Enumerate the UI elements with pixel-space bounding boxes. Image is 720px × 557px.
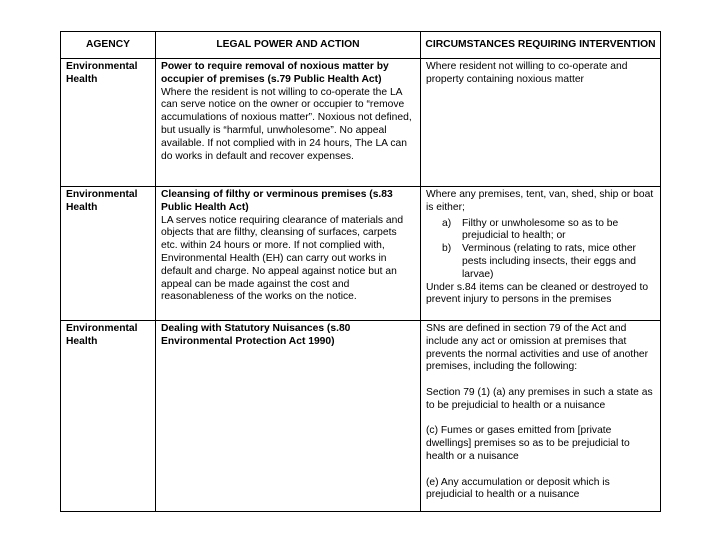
circumstances-text: Where resident not willing to co-operate and property containing noxious matter [426,61,628,85]
circumstances-cell [421,321,661,512]
list-marker: b) [442,243,452,255]
legal-body: LA serves notice requiring clearance of materials and objects that are filthy, cleansing of surfaces, carpets etc. within 24 hours or more. If not complied with, Environmental Health (EH) can carry out works in default and charge. No appeal against notice but an appeal can be made against the cost and reasonableness of the works on the notice. [161,214,404,303]
agency-cell [61,59,156,187]
circumstances-cell [421,187,661,321]
table-row [61,187,661,321]
legal-title: Dealing with Statutory Nuisances (s.80 Environmental Protection Act 1990) [161,323,351,347]
list-item [426,243,655,281]
legal-title: Power to require removal of noxious matter by occupier of premises (s.79 Public Health Act) [161,61,389,85]
circumstances-outro: Under s.84 items can be cleaned or destroyed to prevent injury to persons in the premises [426,281,649,306]
circumstances-paragraph: (e) Any accumulation or deposit which is prejudicial to health or a nuisance [426,476,610,501]
list-item [426,218,655,244]
list-item-text: Verminous (relating to rats, mice other pests including insects, their eggs and larvae) [462,243,637,280]
agency-label: Environmental Health [66,323,138,347]
legal-cell [156,321,421,512]
interventions-table [60,31,661,512]
circumstances-paragraph: (c) Fumes or gases emitted from [private dwellings] premises so as to be prejudicial to health or a nuisance [426,425,630,462]
list-item-text: Filthy or unwholesome so as to be prejudicial to health; or [462,217,619,242]
circumstances-intro: Where any premises, tent, van, shed, ship or boat is either; [426,189,654,213]
agency-label: Environmental Health [66,61,138,85]
legal-cell [156,59,421,187]
legal-title: Cleansing of filthy or verminous premises (s.83 Public Health Act) [161,189,393,213]
header-row [61,32,661,59]
agency-label: Environmental Health [66,189,138,213]
agency-cell [61,321,156,512]
legal-body: Where the resident is not willing to co-operate the LA can serve notice on the owner or occupier to “remove accumulations of noxious matter”. Noxious not defined, but usually is “harmful, unwholesome”. No appeal available. If not complied with in 24 hours, The LA can do works in default and recover expenses. [161,86,412,162]
table-row [61,321,661,512]
circumstances-cell [421,59,661,187]
header-circumstances: CIRCUMSTANCES REQUIRING INTERVENTION [421,32,661,59]
circumstances-list [426,218,655,282]
legal-cell [156,187,421,321]
header-agency: AGENCY [61,32,156,59]
circumstances-paragraph: SNs are defined in section 79 of the Act and include any act or omission at premises that prevents the normal activities and use of another premises, including the following: [426,323,649,373]
header-legal-power: LEGAL POWER AND ACTION [156,32,421,59]
circumstances-paragraph: Section 79 (1) (a) any premises in such a state as to be prejudicial to health or a nuisance [426,386,653,411]
agency-cell [61,187,156,321]
table-row [61,59,661,187]
list-marker: a) [442,217,452,229]
